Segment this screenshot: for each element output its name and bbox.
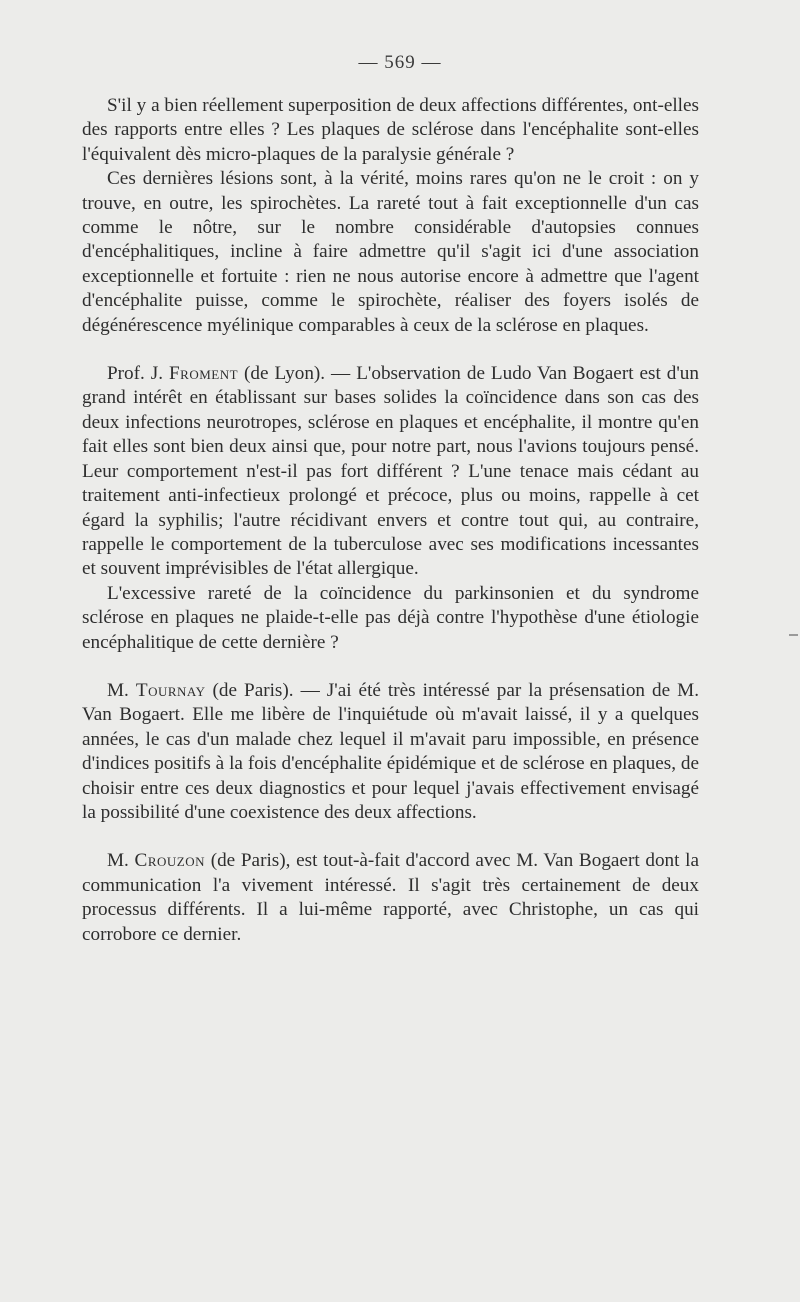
speaker-name: Tournay [135, 679, 206, 701]
paragraph-text: (de Paris). — J'ai été très intéressé par la présensation de M. Van Bogaert. Elle me libère de l'inquiétude où m'avait laissé, il y a quelques années, le cas d'un malade chez lequel il m'avait paru impossible, en présence d'indices positifs à la fois d'encéphalite épidémique et de sclérose en plaques, de choisir entre ces deux diagnostics et pour lequel j'avais effectivement envisagé la possibilité d'une coexistence des deux affections. [82, 679, 699, 823]
page-number: — 569 — [358, 52, 442, 73]
speaker-name: Froment [169, 363, 239, 385]
paragraph-4: L'excessive rareté de la coïncidence du parkinsonien et du syndrome sclérose en plaques ne plaide-t-elle pas déjà contre l'hypothèse d'une étiologie encéphalitique de cette dernière ? [82, 582, 699, 653]
speaker-prefix: M. [107, 679, 136, 701]
paragraph-crouzon [82, 849, 699, 947]
paragraph-tournay [82, 679, 699, 825]
paragraph-2: Ces dernières lésions sont, à la vérité, moins rares qu'on ne le croit : on y trouve, en outre, les spirochètes. La rareté tout à fait exceptionnelle d'un cas comme le nôtre, sur le nombre considérable d'autopsies connues d'encéphalitiques, incline à faire admettre qu'il s'agit ici d'une association exceptionnelle et fortuite : rien ne nous autorise encore à admettre que l'agent d'encéphalite puisse, comme le spirochète, réaliser des foyers isolés de dégénérescence myélinique comparables à ceux de la sclérose en plaques. [82, 168, 699, 336]
paragraph-text: (de Paris), est tout-à-fait d'accord avec M. Van Bogaert dont la communication l'a vivement intéressé. Il s'agit très certainement de deux processus différents. Il a lui-même rapporté, avec Christophe, un cas qui corrobore ce dernier. [82, 850, 699, 945]
margin-mark [789, 634, 798, 636]
speaker-prefix: M. [107, 850, 135, 872]
speaker-prefix: Prof. J. [107, 363, 170, 385]
paragraph-1: S'il y a bien réellement superposition de deux affections différentes, ont-elles des rapports entre elles ? Les plaques de sclérose dans l'encéphalite sont-elles l'équivalent dès micro-plaques de la paralysie générale ? [82, 95, 699, 165]
paragraph-text: (de Lyon). — L'observation de Ludo Van Bogaert est d'un grand intérêt en établissant sur bases solides la coïncidence dans son cas des deux infections neurotropes, sclérose en plaques et encéphalite, il montre qu'en fait elles sont bien deux ainsi que, pour notre part, nous l'avions toujours pensé. Leur comportement n'est-il pas fort différent ? L'une tenace mais cédant au traitement anti-infectieux prolongé et précoce, plus ou moins, rappelle à cet égard la syphilis; l'autre récidivant envers et contre tout qui, au contraire, rappelle le comportement de la tuberculose avec ses modifications incessantes et souvent imprévisibles de l'état allergique. [82, 363, 699, 580]
paragraph-froment [82, 362, 699, 582]
speaker-name: Crouzon [134, 850, 206, 872]
body-text [82, 94, 699, 947]
